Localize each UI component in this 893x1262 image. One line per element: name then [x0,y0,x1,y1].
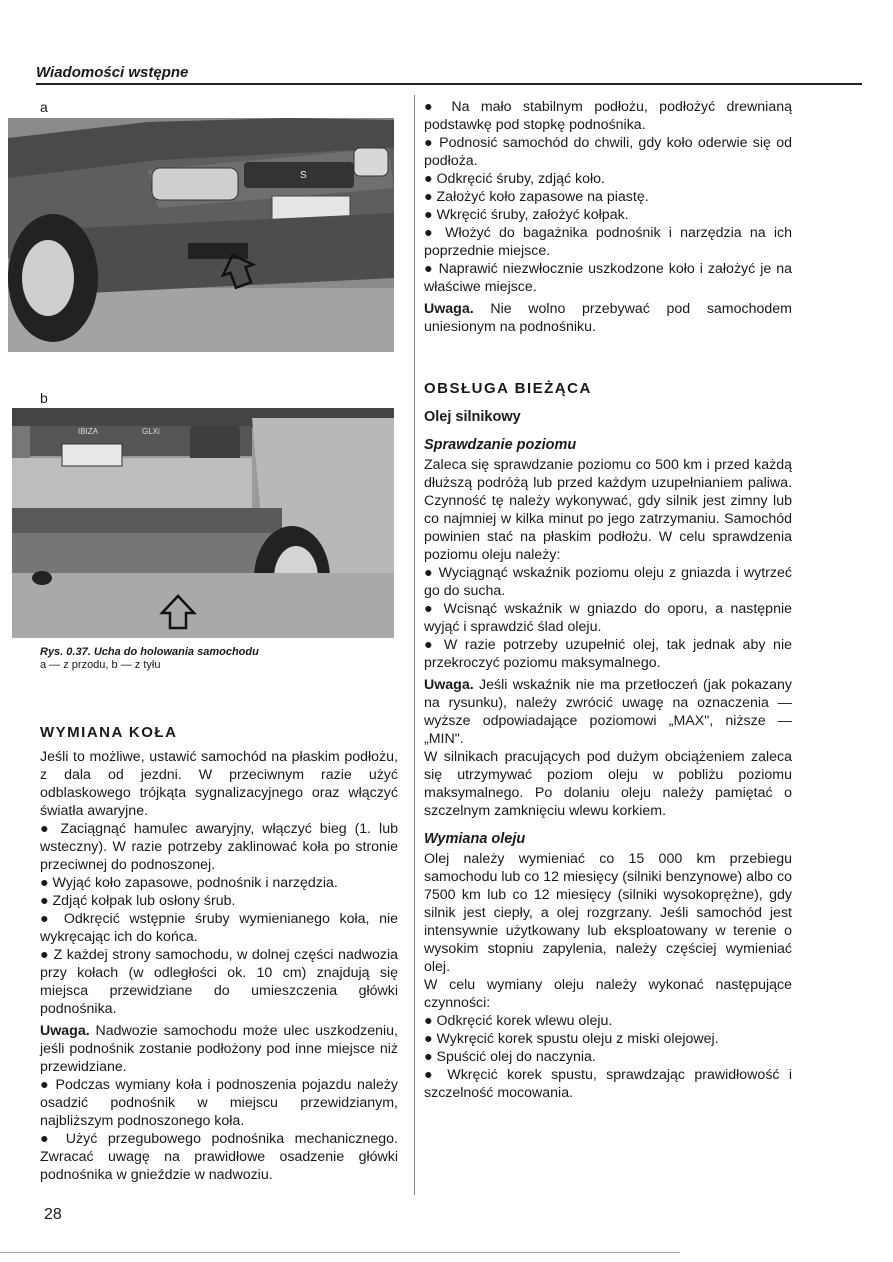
list-item: ● W razie potrzeby uzupełnić olej, tak jednak aby nie przekroczyć poziomu maksymalnego. [424,637,792,671]
note: Uwaga. Nie wolno przebywać pod samochodem uniesionym na podnośniku. [424,301,792,335]
list-item: ● Z każdej strony samochodu, w dolnej części nadwozia przy kołach (w odległości ok. 10 cm) znajdują się miejsca przewidziane do umieszczenia główki podnośnika. [40,947,399,1017]
list-item: ● Naprawić niezwłocznie uszkodzone koło i założyć je na właściwe miejsce. [424,261,792,295]
header-rule [36,83,862,85]
glxi-badge: GLXi [142,427,160,436]
subheading-check-level: Sprawdzanie poziomu [424,437,577,453]
list-item: ● Odkręcić wstępnie śruby wymienianego koła, nie wykręcając ich do końca. [40,911,399,945]
paragraph: Jeśli to możliwe, ustawić samochód na płaskim podłożu, z dala od jezdni. W przeciwnym razie użyć odblaskowego trójkąta sygnalizacyjnego oraz włączyć światła awaryjne. [40,749,398,819]
list-item: ● Wyciągnąć wskaźnik poziomu oleju z gniazda i wytrzeć go do sucha. [424,565,792,599]
list-item: ● Odkręcić śruby, zdjąć koło. [424,171,605,187]
list-item: ● Użyć przegubowego podnośnika mechanicznego. Zwracać uwagę na prawidłowe osadzenie główki podnośnika w gnieździe w nadwoziu. [40,1131,398,1183]
list-item: ● Na mało stabilnym podłożu, podłożyć drewnianą podstawkę pod stopkę podnośnika. [424,99,792,133]
list-item: ● Wkręcić korek spustu, sprawdzając prawidłowość i szczelność mocowania. [424,1067,792,1101]
subheading-oil-change: Wymiana oleju [424,831,526,847]
list-item: ● Podczas wymiany koła i podnoszenia pojazdu należy osadzić podnośnik w miejscu przewidzianym, najbliższym podnoszonego koła. [40,1077,398,1129]
caption-title: Rys. 0.37. Ucha do holowania samochodu [40,646,259,658]
list-item: ● Podnosić samochód do chwili, gdy koło oderwie się od podłoża. [424,135,792,169]
paragraph: Zaleca się sprawdzanie poziomu co 500 km i przed każdą dłuższą podróżą lub przed każdym uzupełnianiem paliwa. Czynność tę należy wykonywać, gdy silnik jest zimny lub co najmniej w kilka minut po jego zatrzymaniu. Samochód powinien stać na płaskim podłożu. W celu sprawdzenia poziomu oleju należy: [424,457,792,563]
paragraph: W silnikach pracujących pod dużym obciążeniem zaleca się utrzymywać poziom oleju w pobliżu poziomu maksymalnego. Po dolaniu oleju należy pamiętać o szczelnym zamknięciu wlewu korkiem. [424,749,792,819]
ibiza-badge: IBIZA [78,427,99,436]
photo-rear-car [12,408,394,638]
list-item: ● Włożyć do bagażnika podnośnik i narzędzia na ich poprzednie miejsce. [424,225,792,259]
column-divider [414,95,415,1195]
photo-front-car [8,118,394,352]
front-badge: S [300,170,307,181]
right-column [424,98,792,1102]
section-heading-maintenance: OBSŁUGA BIEŻĄCA [424,380,592,397]
list-item: ● Wyjąć koło zapasowe, podnośnik i narzędzia. [40,875,338,891]
bottom-rule [0,1252,680,1253]
list-item: ● Wcisnąć wskaźnik w gniazdo do oporu, a następnie wyjąć i sprawdzić ślad oleju. [424,601,792,635]
paragraph: Olej należy wymieniać co 15 000 km przebiegu samochodu lub co 12 miesięcy (silniki benzynowe) albo co 7500 km lub co 12 miesięcy (silniki wysokoprężne), gdy silnik jest ciepły, a olej rozgrzany. Jeśli samochód jest intensywnie użytkowany lub eksploatowany w terenie o wysokim stopniu zapylenia, należy częściej wymieniać olej. [424,851,792,975]
list-item: ● Zdjąć kołpak lub osłony śrub. [40,893,236,909]
left-column [40,724,398,1184]
note: Uwaga. Jeśli wskaźnik nie ma przetłoczeń (jak pokazany na rysunku), należy zwrócić uwagę na oznaczenia — wyższe odpowiadające poziomowi „MAX", niższe — „MIN". [424,677,792,747]
running-header: Wiadomości wstępne [36,64,189,81]
list-item: ● Spuścić olej do naczynia. [424,1049,596,1065]
subheading-oil: Olej silnikowy [424,409,521,425]
note: Uwaga. Nadwozie samochodu może ulec uszkodzeniu, jeśli podnośnik zostanie podłożony pod inne miejsce niż przewidziane. [40,1023,398,1075]
page-number: 28 [44,1206,62,1223]
list-item: ● Zaciągnąć hamulec awaryjny, włączyć bieg (1. lub wsteczny). W razie potrzeby zaklinować koła po stronie przeciwnej do podnoszonej. [40,821,398,873]
section-heading-wheel: WYMIANA KOŁA [40,724,178,741]
list-item: ● Założyć koło zapasowe na piastę. [424,189,649,205]
caption-subtitle: a — z przodu, b — z tyłu [40,659,161,671]
figure-caption [40,646,400,672]
paragraph: W celu wymiany oleju należy wykonać następujące czynności: [424,977,792,1011]
list-item: ● Odkręcić korek wlewu oleju. [424,1013,613,1029]
figure-label-b: b [40,390,48,406]
list-item: ● Wykręcić korek spustu oleju z miski olejowej. [424,1031,719,1047]
figure-label-a: a [40,99,48,115]
list-item: ● Wkręcić śruby, założyć kołpak. [424,207,629,223]
